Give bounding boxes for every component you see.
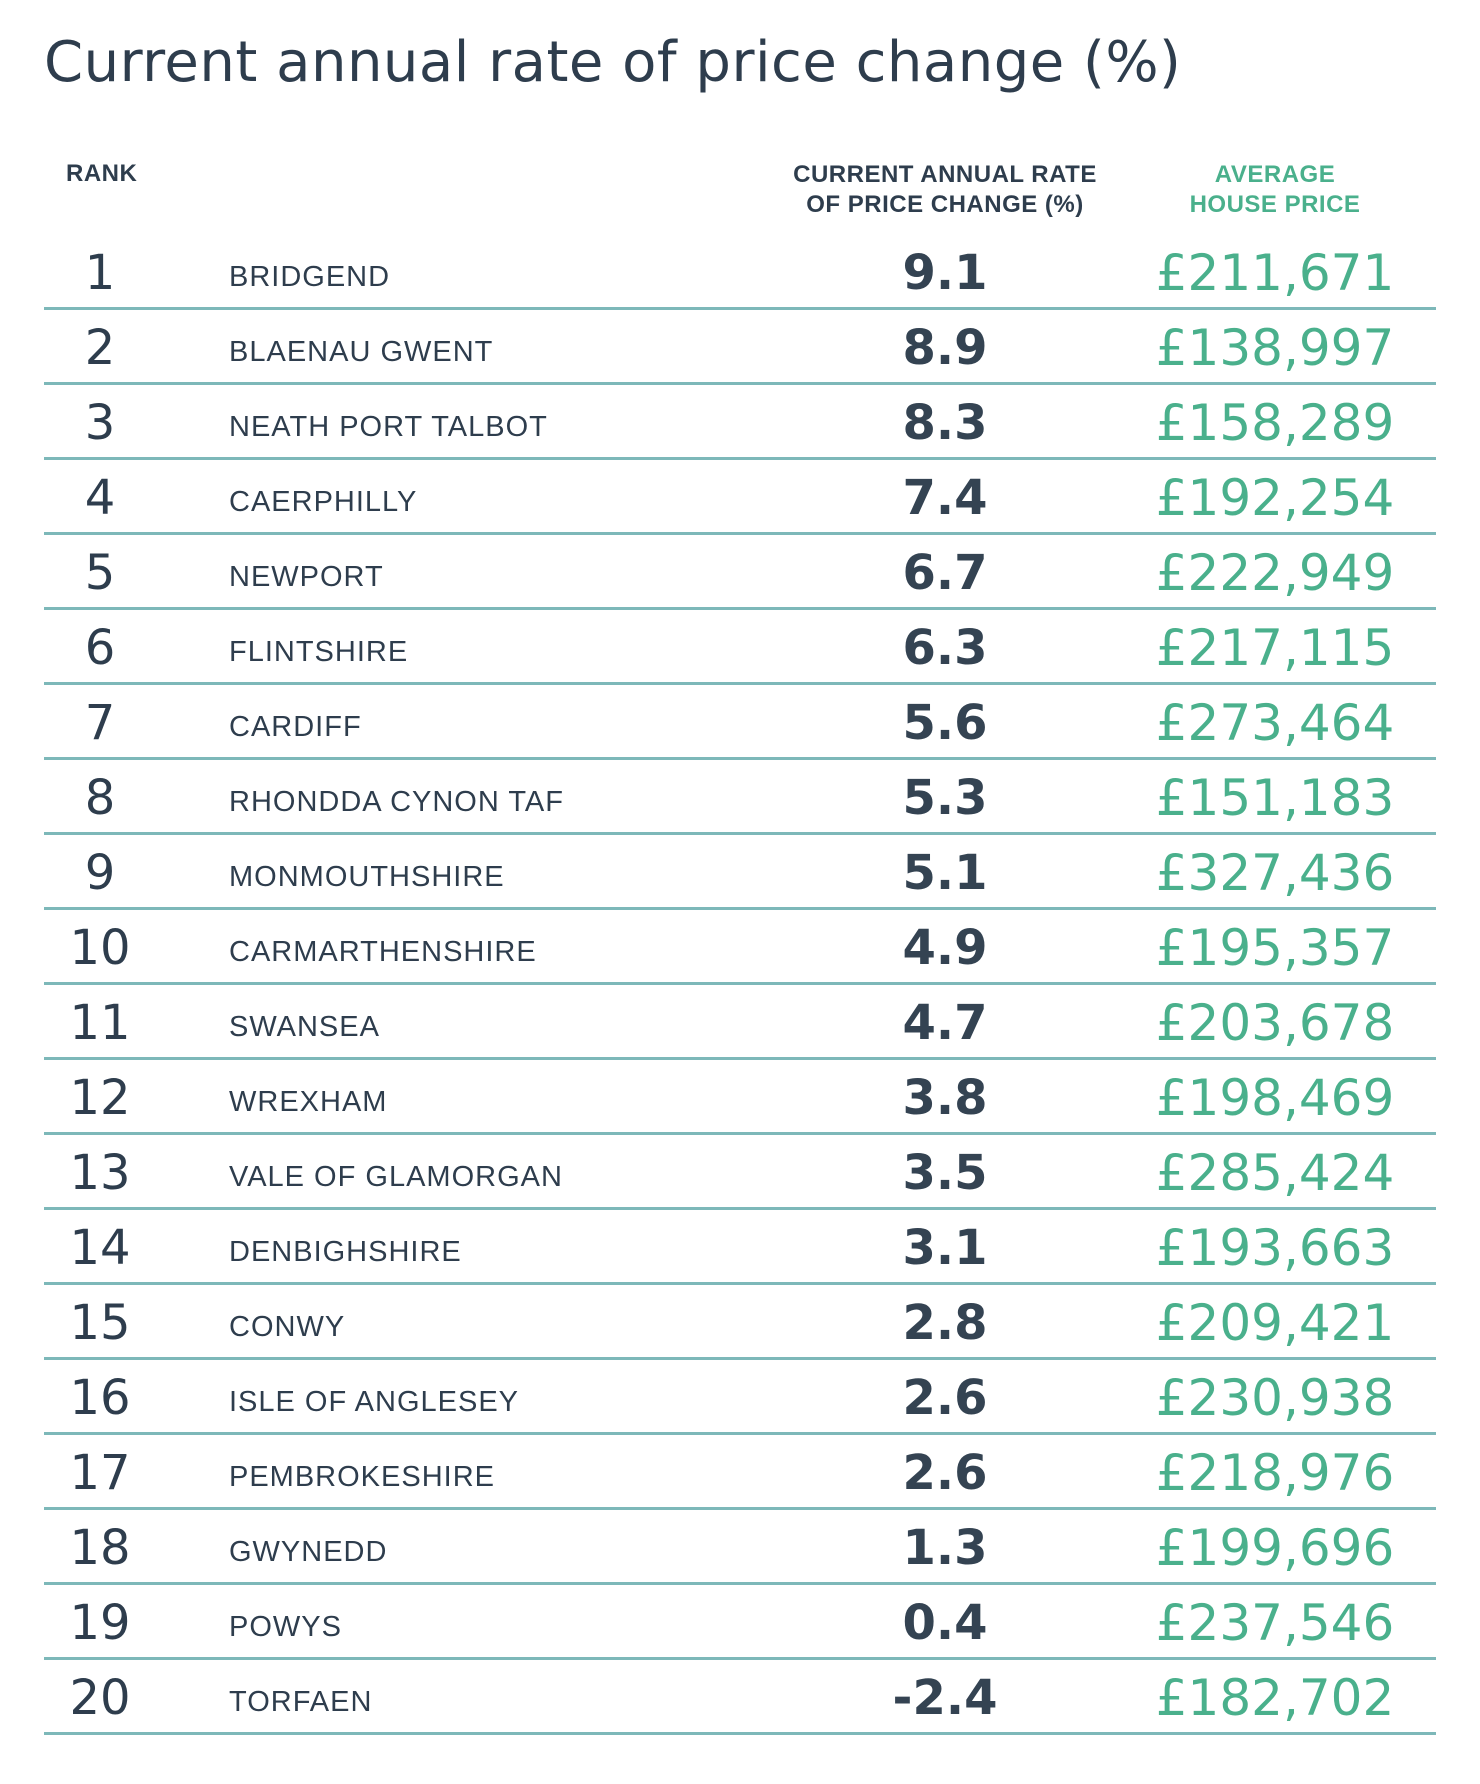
rank-cell: 4 [84, 470, 116, 526]
table-row [44, 1060, 1436, 1135]
price-cell: £218,976 [1155, 1444, 1395, 1502]
page-title: Current annual rate of price change (%) [44, 30, 1182, 95]
area-name-cell: RHONDDA CYNON TAF [229, 786, 564, 818]
price-cell: £273,464 [1155, 694, 1395, 752]
area-name-cell: VALE OF GLAMORGAN [229, 1161, 563, 1193]
table-header [0, 156, 1480, 226]
rank-cell: 6 [84, 620, 116, 676]
price-cell: £192,254 [1155, 469, 1395, 527]
rank-cell: 3 [84, 395, 116, 451]
rate-header-line2: OF PRICE CHANGE (%) [806, 191, 1084, 218]
table-row [44, 1435, 1436, 1510]
price-column-header [1130, 160, 1420, 220]
rate-cell: 0.4 [902, 1595, 988, 1651]
table-row [44, 235, 1436, 310]
rate-cell: 8.9 [902, 320, 988, 376]
price-cell: £237,546 [1155, 1594, 1395, 1652]
rate-cell: 5.6 [902, 695, 988, 751]
price-cell: £230,938 [1155, 1369, 1395, 1427]
area-name-cell: CAERPHILLY [229, 486, 418, 518]
table-row [44, 685, 1436, 760]
rate-cell: 6.3 [902, 620, 988, 676]
price-cell: £193,663 [1155, 1219, 1395, 1277]
rate-column-header [760, 160, 1130, 220]
table-row [44, 310, 1436, 385]
price-cell: £195,357 [1155, 919, 1395, 977]
table-row [44, 1135, 1436, 1210]
rate-cell: 5.1 [902, 845, 988, 901]
rank-cell: 8 [84, 770, 116, 826]
area-name-cell: CARMARTHENSHIRE [229, 936, 537, 968]
price-cell: £199,696 [1155, 1519, 1395, 1577]
area-name-cell: TORFAEN [229, 1686, 373, 1718]
rate-cell: 4.9 [902, 920, 988, 976]
rank-cell: 19 [69, 1595, 131, 1651]
table-row [44, 985, 1436, 1060]
rank-cell: 2 [84, 320, 116, 376]
rank-cell: 10 [69, 920, 131, 976]
area-name-cell: PEMBROKESHIRE [229, 1461, 495, 1493]
rank-cell: 14 [69, 1220, 131, 1276]
area-name-cell: GWYNEDD [229, 1536, 388, 1568]
rank-cell: 5 [84, 545, 116, 601]
rank-cell: 12 [69, 1070, 131, 1126]
rank-column-header: RANK [66, 160, 138, 187]
price-header-line2: HOUSE PRICE [1189, 191, 1361, 218]
price-cell: £217,115 [1155, 619, 1395, 677]
table-row [44, 910, 1436, 985]
rank-cell: 13 [69, 1145, 131, 1201]
rank-cell: 1 [84, 245, 116, 301]
price-cell: £327,436 [1155, 844, 1395, 902]
rank-cell: 7 [84, 695, 116, 751]
rank-cell: 11 [69, 995, 131, 1051]
table-row [44, 1585, 1436, 1660]
rate-cell: 7.4 [902, 470, 988, 526]
rate-cell: 2.8 [902, 1295, 988, 1351]
rate-cell: 6.7 [902, 545, 988, 601]
table-row [44, 535, 1436, 610]
price-cell: £222,949 [1155, 544, 1395, 602]
table-row [44, 1510, 1436, 1585]
price-header-line1: AVERAGE [1214, 161, 1336, 188]
price-cell: £198,469 [1155, 1069, 1395, 1127]
rank-cell: 17 [69, 1445, 131, 1501]
rate-cell: 5.3 [902, 770, 988, 826]
table-row [44, 1210, 1436, 1285]
table-row [44, 610, 1436, 685]
rate-cell: 3.1 [902, 1220, 988, 1276]
table-row [44, 1285, 1436, 1360]
price-cell: £151,183 [1155, 769, 1395, 827]
price-cell: £182,702 [1155, 1669, 1395, 1727]
rate-cell: 2.6 [902, 1370, 988, 1426]
area-name-cell: ISLE OF ANGLESEY [229, 1386, 519, 1418]
area-name-cell: DENBIGHSHIRE [229, 1236, 462, 1268]
rate-cell: -2.4 [892, 1670, 998, 1726]
rate-cell: 9.1 [902, 245, 988, 301]
price-cell: £138,997 [1155, 319, 1395, 377]
area-name-cell: MONMOUTHSHIRE [229, 861, 505, 893]
rank-cell: 15 [69, 1295, 131, 1351]
price-cell: £285,424 [1155, 1144, 1395, 1202]
price-cell: £211,671 [1155, 244, 1395, 302]
rate-cell: 1.3 [902, 1520, 988, 1576]
rate-cell: 3.5 [902, 1145, 988, 1201]
table-row [44, 835, 1436, 910]
rank-cell: 18 [69, 1520, 131, 1576]
area-name-cell: CONWY [229, 1311, 346, 1343]
rank-cell: 16 [69, 1370, 131, 1426]
rate-header-line1: CURRENT ANNUAL RATE [793, 161, 1097, 188]
area-name-cell: BRIDGEND [229, 261, 391, 293]
rate-cell: 8.3 [902, 395, 988, 451]
area-name-cell: SWANSEA [229, 1011, 380, 1043]
table-row [44, 1360, 1436, 1435]
table-row [44, 460, 1436, 535]
price-cell: £203,678 [1155, 994, 1395, 1052]
rate-cell: 2.6 [902, 1445, 988, 1501]
area-name-cell: WREXHAM [229, 1086, 388, 1118]
price-cell: £209,421 [1155, 1294, 1395, 1352]
table-row [44, 385, 1436, 460]
area-name-cell: POWYS [229, 1611, 342, 1643]
area-name-cell: BLAENAU GWENT [229, 336, 494, 368]
ranking-table [44, 235, 1436, 1735]
rate-cell: 3.8 [902, 1070, 988, 1126]
table-row [44, 760, 1436, 835]
rank-cell: 9 [84, 845, 116, 901]
area-name-cell: NEWPORT [229, 561, 384, 593]
rate-cell: 4.7 [902, 995, 988, 1051]
area-name-cell: CARDIFF [229, 711, 362, 743]
price-cell: £158,289 [1155, 394, 1395, 452]
area-name-cell: NEATH PORT TALBOT [229, 411, 548, 443]
rank-cell: 20 [69, 1670, 131, 1726]
table-row [44, 1660, 1436, 1735]
area-name-cell: FLINTSHIRE [229, 636, 409, 668]
